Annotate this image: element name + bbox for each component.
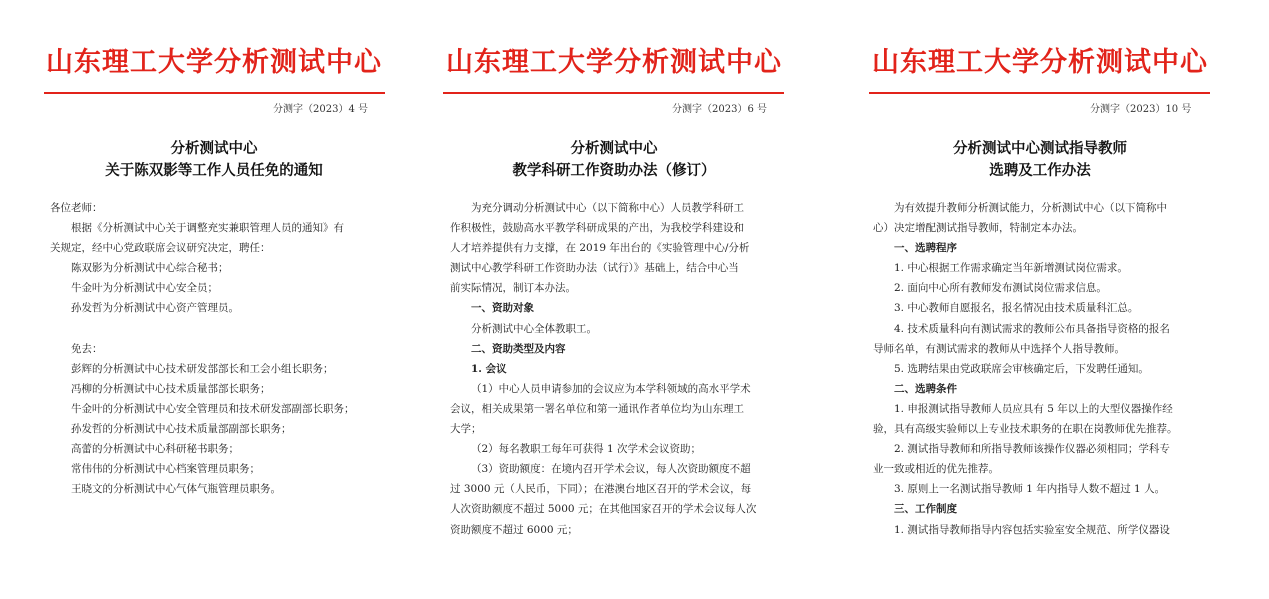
- body-line: 资助额度不超过 6000 元；: [450, 523, 578, 536]
- dismissal-heading: 免去：: [71, 342, 103, 355]
- section-heading: 一、选聘程序: [894, 242, 957, 255]
- body-line: 1. 申报测试指导教师人员应具有 5 年以上的大型仪器操作经: [894, 402, 1173, 415]
- body-line: 大学；: [450, 423, 482, 436]
- dismissal-item: 冯柳的分析测试中心技术质量部部长职务；: [71, 382, 271, 395]
- body-line: 测试中心教学科研工作资助办法（试行）》基础上，结合中心当: [450, 262, 739, 275]
- body-line: 3. 原则上一名测试指导教师 1 年内指导人数不超过 1 人。: [894, 483, 1166, 496]
- body-line: 3. 中心教师自愿报名，报名情况由技术质量科汇总。: [894, 302, 1139, 315]
- body-line: 根据《分析测试中心关于调整充实兼职管理人员的通知》有: [71, 222, 344, 235]
- body-line: 导师名单，有测试需求的教师从中选择个人指导教师。: [873, 342, 1125, 355]
- body-line: 人次资助额度不超过 5000 元；在其他国家召开的学术会议每人次: [450, 503, 757, 516]
- dismissal-item: 牛金叶的分析测试中心安全管理员和技术研发部副部长职务；: [71, 402, 355, 415]
- document-title-line-2: 教学科研工作资助办法（修订）: [512, 163, 716, 179]
- body-line: （2）每名教职工每年可获得 1 次学术会议资助；: [471, 443, 702, 456]
- body-line: 作积极性，鼓励高水平教学科研成果的产出，为我校学科建设和: [450, 222, 744, 235]
- section-heading: 二、资助类型及内容: [471, 342, 566, 355]
- body-line: 关规定，经中心党政联席会议研究决定，聘任：: [50, 242, 271, 255]
- masthead-rule: [869, 92, 1210, 94]
- document-title-line-1: 分析测试中心测试指导教师: [953, 141, 1127, 157]
- body-line: 人才培养提供有力支撑，在 2019 年出台的《实验管理中心/分析: [450, 242, 750, 255]
- document-body: [873, 198, 1178, 540]
- masthead-title: 山东理工大学分析测试中心: [872, 47, 1208, 78]
- subsection-heading: 1. 会议: [471, 362, 507, 375]
- document-title-line-1: 分析测试中心: [170, 141, 258, 157]
- body-line: 验，具有高级实验师以上专业技术职务的在职在岗教师优先推荐。: [873, 423, 1178, 436]
- body-line: 为充分调动分析测试中心（以下简称中心）人员教学科研工: [471, 202, 744, 214]
- document-page-2: [440, 0, 788, 599]
- body-line: 为有效提升教师分析测试能力，分析测试中心（以下简称中: [894, 202, 1167, 214]
- appointment-item: 孙发哲为分析测试中心资产管理员。: [71, 302, 239, 315]
- document-number: 分测字（2023）4 号: [273, 104, 368, 115]
- document-number: 分测字（2023）6 号: [672, 104, 767, 115]
- dismissal-item: 孙发哲的分析测试中心技术质量部副部长职务；: [71, 423, 292, 436]
- body-line: （3）资助额度：在境内召开学术会议，每人次资助额度不超: [471, 463, 751, 476]
- dismissal-item: 高蕾的分析测试中心科研秘书职务；: [71, 443, 239, 456]
- section-heading: 二、选聘条件: [894, 382, 957, 395]
- section-heading: 一、资助对象: [471, 302, 534, 315]
- body-line: 5. 选聘结果由党政联席会审核确定后，下发聘任通知。: [894, 362, 1149, 375]
- body-line: 2. 面向中心所有教师发布测试岗位需求信息。: [894, 282, 1107, 295]
- document-title-line-1: 分析测试中心: [570, 141, 658, 157]
- body-line: 1. 中心根据工作需求确定当年新增测试岗位需求。: [894, 262, 1128, 275]
- body-line: 过 3000 元（人民币，下同）；在港澳台地区召开的学术会议，每: [450, 483, 752, 496]
- document-body: [450, 198, 756, 540]
- body-line: 1. 测试指导教师指导内容包括实验室安全规范、所学仪器设: [894, 523, 1170, 536]
- section-heading: 三、工作制度: [894, 503, 957, 516]
- document-title: [866, 138, 1214, 182]
- body-line: 心）决定增配测试指导教师，特制定本办法。: [873, 222, 1083, 235]
- masthead-rule: [443, 92, 784, 94]
- document-title-line-2: 关于陈双影等工作人员任免的通知: [105, 163, 323, 179]
- document-title-line-2: 选聘及工作办法: [989, 163, 1091, 179]
- body-line: 业一致或相近的优先推荐。: [873, 463, 999, 476]
- body-line: 4. 技术质量科向有测试需求的教师公布具备指导资格的报名: [894, 322, 1170, 335]
- masthead-title: 山东理工大学分析测试中心: [46, 47, 382, 78]
- document-body: [50, 198, 355, 499]
- dismissal-item: 常伟伟的分析测试中心档案管理员职务；: [71, 463, 260, 476]
- dismissal-item: 彭辉的分析测试中心技术研发部部长和工会小组长职务；: [71, 362, 334, 375]
- salutation: 各位老师：: [50, 202, 103, 214]
- document-page-1: [40, 0, 388, 599]
- paragraph-gap: [50, 319, 355, 339]
- document-page-3: [866, 0, 1214, 599]
- document-title: [440, 138, 788, 182]
- appointment-item: 牛金叶为分析测试中心安全员；: [71, 282, 218, 295]
- body-line: 分析测试中心全体教职工。: [471, 322, 597, 335]
- masthead-rule: [44, 92, 385, 94]
- body-line: 2. 测试指导教师和所指导教师该操作仪器必须相同；学科专: [894, 443, 1170, 456]
- masthead-title: 山东理工大学分析测试中心: [446, 47, 782, 78]
- document-number: 分测字（2023）10 号: [1090, 104, 1192, 115]
- dismissal-item: 王晓文的分析测试中心气体气瓶管理员职务。: [71, 483, 281, 496]
- appointment-item: 陈双影为分析测试中心综合秘书；: [71, 262, 229, 275]
- body-line: （1）中心人员申请参加的会议应为本学科领域的高水平学术: [471, 382, 751, 395]
- body-line: 会议，相关成果第一署名单位和第一通讯作者单位均为山东理工: [450, 402, 744, 415]
- document-title: [40, 138, 388, 182]
- body-line: 前实际情况，制订本办法。: [450, 282, 576, 295]
